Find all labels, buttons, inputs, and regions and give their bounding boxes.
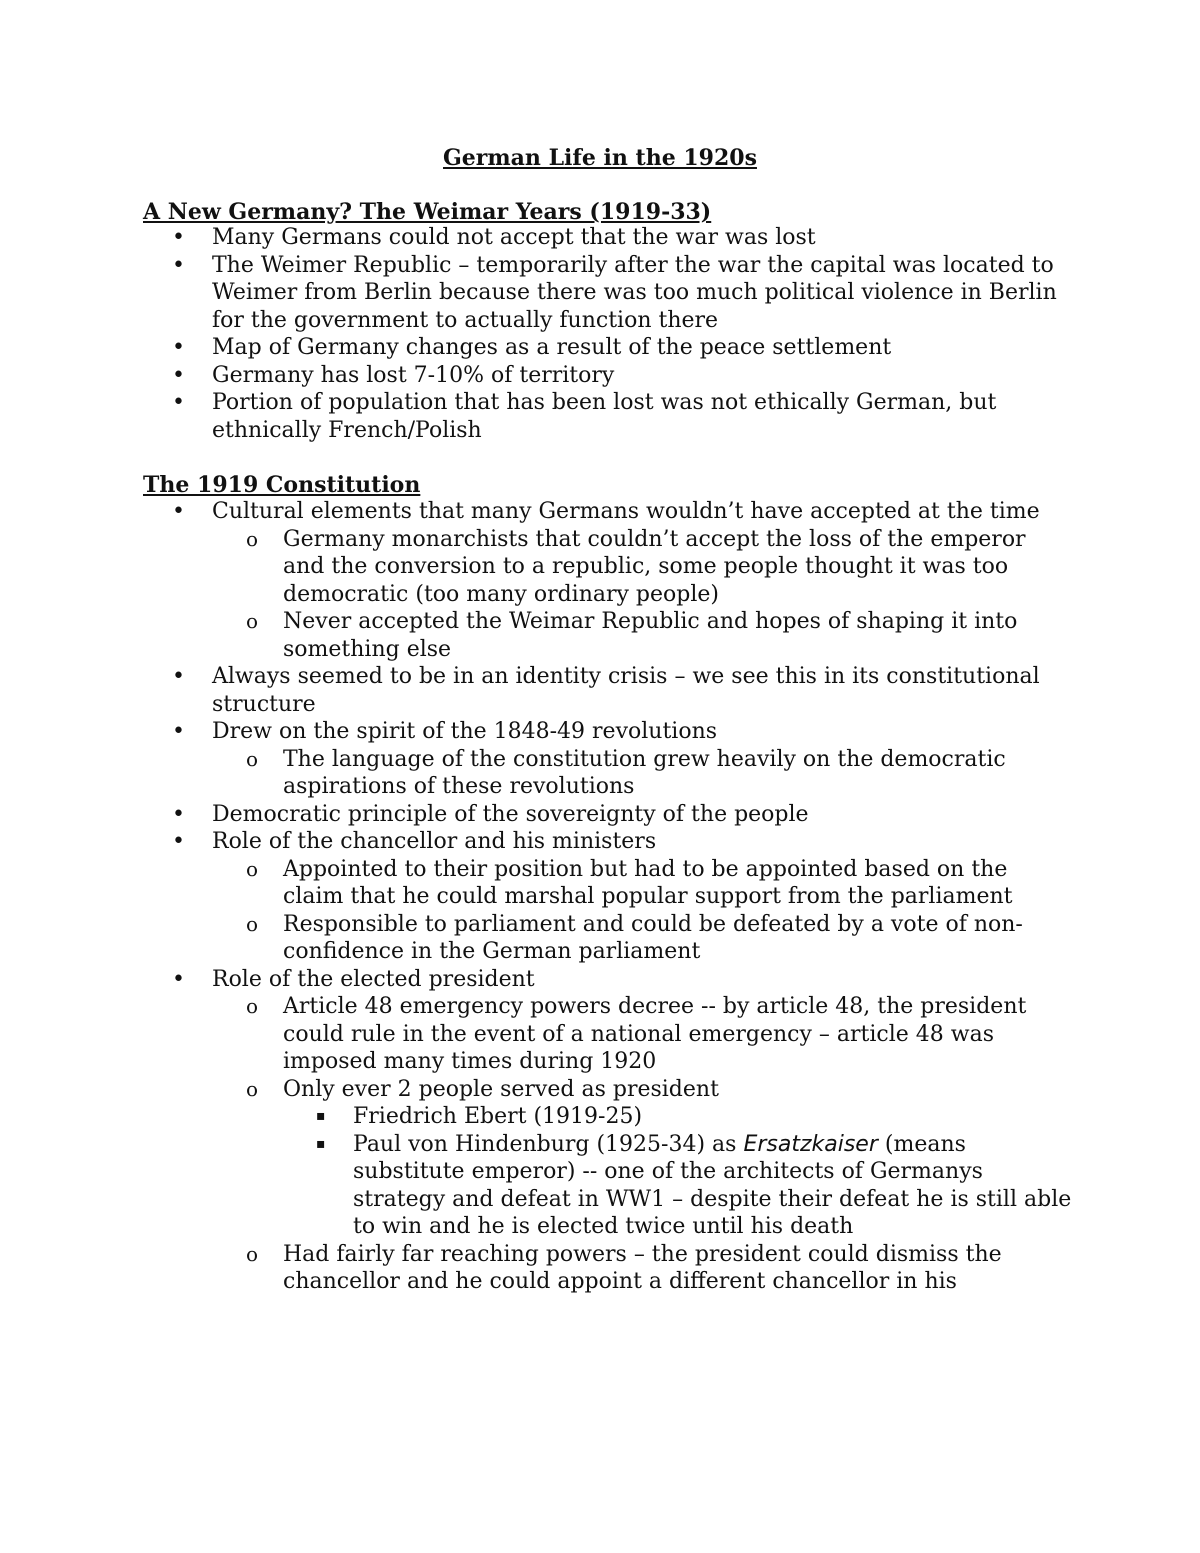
section-heading-weimar-years: A New Germany? The Weimar Years (1919-33) xyxy=(143,199,712,225)
list-item-text: Cultural elements that many Germans wouldn’t have accepted at the time xyxy=(212,499,1040,524)
list-item xyxy=(0,362,1072,390)
bullet-marker: • xyxy=(172,829,185,854)
list-item-text: Appointed to their position but had to be appointed based on the claim that he could marshal popular support from the parliament xyxy=(283,856,1013,909)
bullet-marker: • xyxy=(172,801,185,827)
list-item xyxy=(0,911,1073,966)
list-item xyxy=(0,1241,1073,1296)
list-item xyxy=(0,526,1073,609)
bullet-marker: • xyxy=(172,664,185,689)
list-item xyxy=(0,966,1072,994)
circle-bullet-marker: o xyxy=(246,856,259,881)
list-item xyxy=(0,1103,1073,1131)
list-item-text: The language of the constitution grew heavily on the democratic aspirations of these revolutions xyxy=(283,746,1006,799)
list-item-text: Drew on the spirit of the 1848-49 revolutions xyxy=(212,719,718,744)
bullet-marker: • xyxy=(172,390,185,415)
list-item-text: Only ever 2 people served as president xyxy=(283,1076,719,1102)
circle-bullet-marker: o xyxy=(246,746,259,771)
list-item-text: Article 48 emergency powers decree -- by article 48, the president could rule in the event of a national emergency – article 48 was imposed many times during 1920 xyxy=(283,994,1027,1074)
list-item-text: Role of the elected president xyxy=(212,966,535,992)
square-bullet-marker: ▪ xyxy=(316,1108,326,1124)
weimar-years-list xyxy=(0,224,1200,444)
section-heading-constitution: The 1919 Constitution xyxy=(143,472,421,498)
list-item-text: Never accepted the Weimar Republic and hopes of shaping it into something else xyxy=(283,609,1018,662)
text-segment: (means substitute emperor) -- one of the architects of Germanys strategy and defeat in WW1 – despite their defeat he is still able to win and he is elected twice until his death xyxy=(353,1131,1072,1239)
list-item-text: Democratic principle of the sovereignty of the people xyxy=(212,801,809,827)
constitution-list xyxy=(0,498,1200,1296)
list-item xyxy=(0,746,1073,801)
list-item xyxy=(0,224,1072,252)
circle-bullet-marker: o xyxy=(246,1241,259,1266)
list-item-text: Germany has lost 7-10% of territory xyxy=(212,362,615,388)
list-item xyxy=(0,608,1073,663)
bullet-marker: • xyxy=(172,225,185,250)
circle-bullet-marker: o xyxy=(246,609,259,633)
list-item-text: Responsible to parliament and could be defeated by a vote of non-confidence in the German parliament xyxy=(283,911,1023,964)
emphasized-term: Ersatzkaiser xyxy=(743,1131,878,1157)
list-item-text: Friedrich Ebert (1919-25) xyxy=(353,1104,643,1129)
square-bullet-marker: ▪ xyxy=(316,1135,326,1152)
bullet-marker: • xyxy=(172,362,185,388)
list-item xyxy=(0,663,1072,718)
list-item-text: Had fairly far reaching powers – the president could dismiss the chancellor and he could appoint a different chancellor in his xyxy=(283,1241,1002,1294)
list-item xyxy=(0,498,1072,526)
text-segment: Paul von Hindenburg (1925-34) as xyxy=(353,1131,744,1157)
circle-bullet-marker: o xyxy=(246,994,259,1018)
circle-bullet-marker: o xyxy=(246,1076,259,1101)
list-item xyxy=(0,828,1072,856)
list-item-text: Role of the chancellor and his ministers xyxy=(212,829,657,854)
list-item xyxy=(0,801,1072,829)
document-title: German Life in the 1920s xyxy=(443,145,757,171)
circle-bullet-marker: o xyxy=(246,526,259,551)
list-item xyxy=(0,252,1072,335)
list-item-text xyxy=(353,1132,1071,1240)
bullet-marker: • xyxy=(172,499,185,524)
list-item-text: Always seemed to be in an identity crisis – we see this in its constitutional structure xyxy=(212,664,1040,717)
list-item-text: Germany monarchists that couldn’t accept the loss of the emperor and the conversion to a republic, some people thought it was too democratic (too many ordinary people) xyxy=(283,526,1026,607)
list-item xyxy=(0,334,1072,362)
bullet-marker: • xyxy=(172,719,185,744)
list-item-text: Map of Germany changes as a result of the peace settlement xyxy=(212,335,892,360)
list-item xyxy=(0,718,1072,746)
circle-bullet-marker: o xyxy=(246,911,259,936)
list-item xyxy=(0,993,1073,1076)
list-item-text: Portion of population that has been lost was not ethically German, but ethnically French/Polish xyxy=(212,390,997,443)
list-item xyxy=(0,1076,1073,1104)
list-item-text: The Weimer Republic – temporarily after the war the capital was located to Weimer from Berlin because there was too much political violence in Berlin for the government to actually function there xyxy=(212,252,1057,333)
list-item xyxy=(0,856,1073,911)
list-item-text: Many Germans could not accept that the war was lost xyxy=(212,225,816,250)
list-item xyxy=(0,1131,1073,1241)
bullet-marker: • xyxy=(172,966,185,992)
bullet-marker: • xyxy=(172,335,185,360)
list-item xyxy=(0,389,1072,444)
bullet-marker: • xyxy=(172,252,185,278)
